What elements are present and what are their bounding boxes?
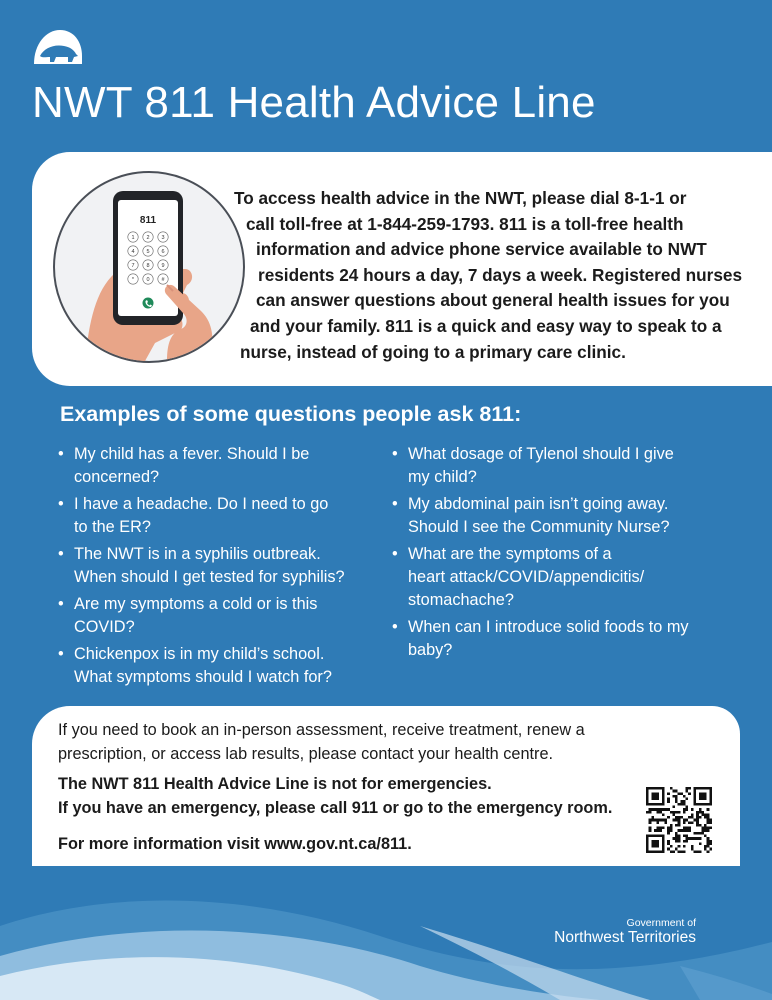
keypad-key-label: # [161,277,165,284]
list-item-line: my child? [408,468,477,486]
intro-line: nurse, instead of going to a primary care clinic. [240,341,626,362]
list-item-line: • Are my symptoms a cold or is this [74,595,318,613]
list-item-line: • What dosage of Tylenol should I give [408,445,674,463]
intro-line: residents 24 hours a day, 7 days a week. Registered nurses [258,264,743,285]
list-item-line: to the ER? [74,518,151,536]
list-item-line: • My child has a fever. Should I be [74,445,310,463]
keypad-key-label: 1 [131,235,135,242]
keypad-key-label: 7 [131,263,135,270]
keypad-key-label: 9 [161,263,165,270]
list-item-line: What symptoms should I watch for? [74,668,332,686]
list-item [58,443,388,489]
more-info-link[interactable]: For more information visit www.gov.nt.ca/811. [58,835,412,853]
list-item [58,543,388,589]
list-item-line: Should I see the Community Nurse? [408,518,670,536]
list-item-line: COVID? [74,618,135,636]
list-item [392,493,732,539]
keypad-key-label: 0 [146,277,150,284]
call-button-icon [143,298,154,309]
list-item [58,493,388,539]
keypad-key-label: 4 [131,249,135,256]
list-item-line: • I have a headache. Do I need to go [74,495,329,513]
government-label: Government of [626,917,696,929]
page-title: NWT 811 Health Advice Line [32,78,596,127]
list-item [392,543,732,612]
intro-line: information and advice phone service available to NWT [256,239,707,260]
intro-line: To access health advice in the NWT, please dial 8-1-1 or [234,188,687,208]
phone-illustration [53,171,245,363]
keypad-key-label: 5 [146,249,150,256]
list-item-line: • The NWT is in a syphilis outbreak. [74,545,321,563]
keypad-key-label: 8 [146,263,150,270]
keypad-key-label: 2 [146,235,150,242]
keypad-key-label: 3 [161,235,165,242]
list-item-line: • My abdominal pain isn’t going away. [408,495,669,513]
list-item-line: • When can I introduce solid foods to my [408,618,689,636]
intro-line: and your family. 811 is a quick and easy way to speak to a [250,315,722,336]
info-text-line: If you need to book an in-person assessment, receive treatment, renew a [58,721,585,739]
examples-heading: Examples of some questions people ask 811: [60,402,522,426]
emergency-notice: The NWT 811 Health Advice Line is not for emergencies. [58,775,492,793]
intro-line: call toll-free at 1-844-259-1793. 811 is a toll-free health [246,213,684,234]
keypad-key-label: 6 [161,249,165,256]
list-item-line: • Chickenpox is in my child’s school. [74,645,325,663]
list-item-line: • What are the symptoms of a [408,545,612,563]
intro-paragraph [226,186,754,365]
list-item-line: concerned? [74,468,160,486]
questions-list-right [392,443,732,666]
questions-list-left [58,443,388,693]
list-item [58,643,388,689]
list-item-line: stomachache? [408,591,514,609]
list-item-line: heart attack/COVID/appendicitis/ [408,568,645,586]
qr-code-icon[interactable] [646,787,712,853]
list-item-line: When should I get tested for syphilis? [74,568,345,586]
polar-bear-logo-icon [32,26,84,68]
phone-screen-number: 811 [139,215,157,226]
list-item-line: baby? [408,641,453,659]
list-item [392,616,732,662]
list-item [58,593,388,639]
intro-line: can answer questions about general health issues for you [256,290,730,311]
info-text-line: prescription, or access lab results, please contact your health centre. [58,745,554,763]
hand-with-phone-icon [55,173,243,361]
government-name: Northwest Territories [554,929,696,946]
keypad-key-label: * [131,277,135,284]
list-item [392,443,732,489]
emergency-notice: If you have an emergency, please call 911 or go to the emergency room. [58,799,613,817]
